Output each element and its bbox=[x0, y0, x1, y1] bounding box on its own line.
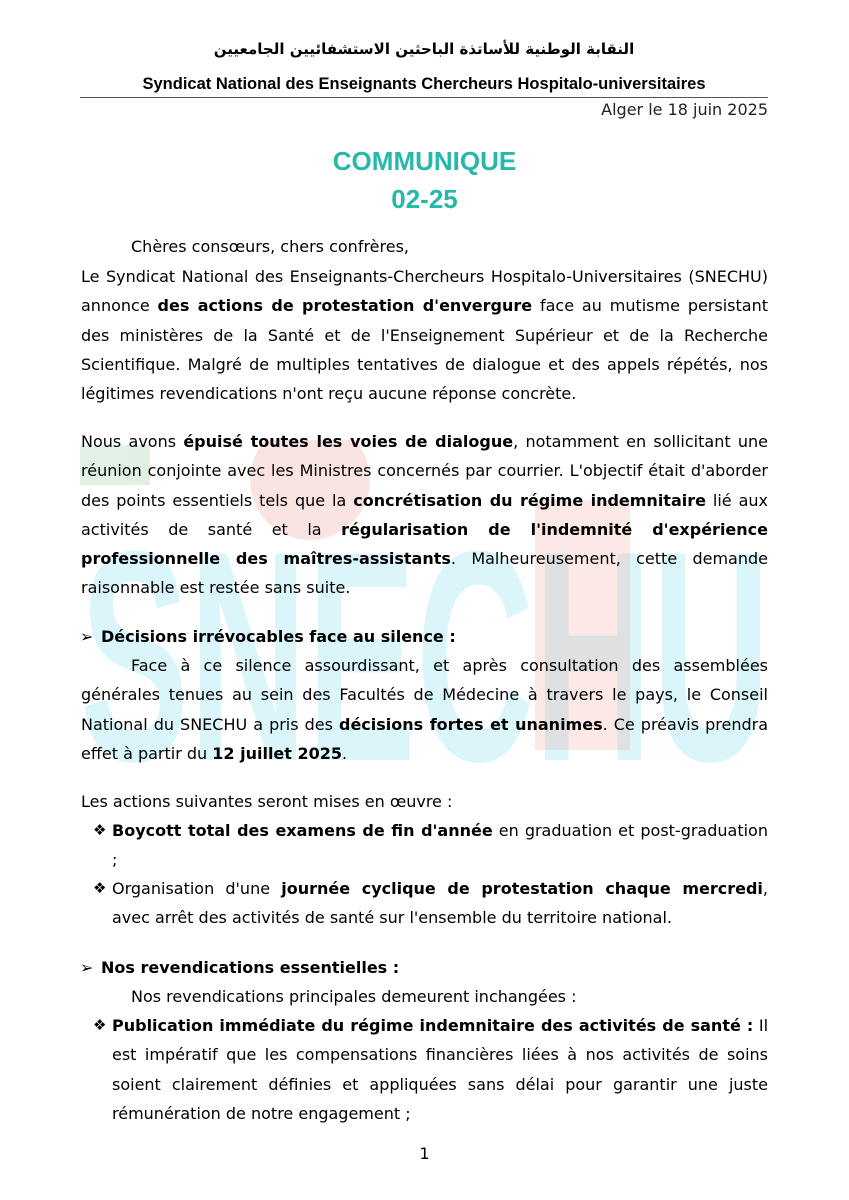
demands-intro: Nos revendications principales demeurent inchangées : bbox=[131, 987, 577, 1006]
p2-bold-f: régularisation de l'indemnité d'expérience professionnelle des maîtres-assistants bbox=[81, 519, 768, 569]
diamond-bullet-icon: ❖ bbox=[93, 821, 107, 839]
item0-text: en graduation et post-graduation ; bbox=[112, 821, 768, 870]
header-divider bbox=[80, 97, 768, 98]
s1-text-a: Face à ce silence assourdissant, et après consultation des assemblées générales tenues au sein des Facultés de Médecine à travers le pays, le Conseil National du SNECHU a pris des bbox=[81, 656, 768, 734]
intro-text-1: Le Syndicat National des Enseignants-Chercheurs Hospitalo-Universitaires (SNECHU) annonce bbox=[81, 267, 768, 316]
section2-heading-text: Nos revendications essentielles : bbox=[101, 958, 400, 977]
demand0-text: Il est impératif que les compensations financières liées à nos activités de soins soient clairement définies et appliquées sans délai pour garantir une juste rémunération de notre engagement ; bbox=[112, 1016, 769, 1123]
header-french-title: Syndicat National des Enseignants Chercheurs Hospitalo-universitaires bbox=[142, 75, 706, 93]
demand0-bold: Publication immédiate du régime indemnitaire des activités de santé : bbox=[112, 1016, 754, 1035]
item1-pre: Organisation d'une bbox=[112, 879, 282, 898]
intro-paragraph bbox=[81, 262, 768, 408]
p2-text-a: Nous avons bbox=[81, 432, 184, 451]
p2-bold-d: concrétisation du régime indemnitaire bbox=[353, 490, 706, 510]
section-heading-demands bbox=[80, 953, 399, 982]
diamond-bullet-icon: ❖ bbox=[93, 1016, 107, 1034]
s1-bold-b: décisions fortes et unanimes bbox=[338, 714, 603, 734]
document-date: Alger le 18 juin 2025 bbox=[601, 100, 768, 119]
list-item-indemnity bbox=[93, 1011, 768, 1128]
section-heading-decisions bbox=[80, 622, 456, 651]
p2-text-e: lié aux activités de santé et la bbox=[81, 490, 769, 539]
intro-bold: des actions de protestation d'envergure bbox=[157, 296, 533, 316]
arrow-bullet-icon: ➢ bbox=[80, 958, 94, 977]
s1-text-e: . bbox=[342, 743, 348, 763]
s1-bold-d: 12 juillet 2025 bbox=[212, 743, 343, 763]
item1-text: , avec arrêt des activités de santé sur l'ensemble du territoire national. bbox=[112, 879, 768, 928]
header-arabic-title: النقابة الوطنية للأساتذة الباحثين الاستشفائيين الجامعيين bbox=[213, 40, 635, 58]
section1-heading-text: Décisions irrévocables face au silence : bbox=[101, 627, 456, 646]
item0-bold: Boycott total des examens de fin d'année bbox=[112, 821, 493, 840]
p2-text-g: . Malheureusement, cette demande raisonnable est restée sans suite. bbox=[81, 549, 769, 598]
svg-text:SNECHU: SNECHU bbox=[80, 488, 770, 770]
p2-bold-b: épuisé toutes les voies de dialogue bbox=[183, 432, 514, 451]
item1-bold: journée cyclique de protestation chaque mercredi bbox=[281, 879, 763, 898]
dialogue-paragraph bbox=[81, 427, 768, 603]
actions-intro: Les actions suivantes seront mises en œuvre : bbox=[81, 792, 453, 811]
page-number: 1 bbox=[419, 1144, 430, 1163]
arrow-bullet-icon: ➢ bbox=[80, 627, 94, 646]
intro-text-2: face au mutisme persistant des ministères de la Santé et de l'Enseignement Supérieur et de la Recherche Scientifique. Malgré de multiples tentatives de dialogue et des appels répétés, nos légitimes revendications n'ont reçu aucune réponse concrète. bbox=[81, 296, 769, 404]
decisions-paragraph bbox=[81, 651, 768, 768]
list-item-boycott bbox=[93, 816, 768, 875]
s1-text-c: . Ce préavis prendra effet à partir du bbox=[81, 714, 769, 763]
diamond-bullet-icon: ❖ bbox=[93, 879, 107, 897]
greeting: Chères consœurs, chers confrères, bbox=[131, 237, 410, 256]
p2-text-c: , notamment en sollicitant une réunion conjointe avec les Ministres concernés par courrier. L'objectif était d'aborder des points essentiels tels que la bbox=[81, 432, 768, 510]
list-item-protest-day bbox=[93, 874, 768, 933]
communique-title: COMMUNIQUE bbox=[332, 146, 517, 176]
communique-number: 02-25 bbox=[391, 184, 458, 214]
